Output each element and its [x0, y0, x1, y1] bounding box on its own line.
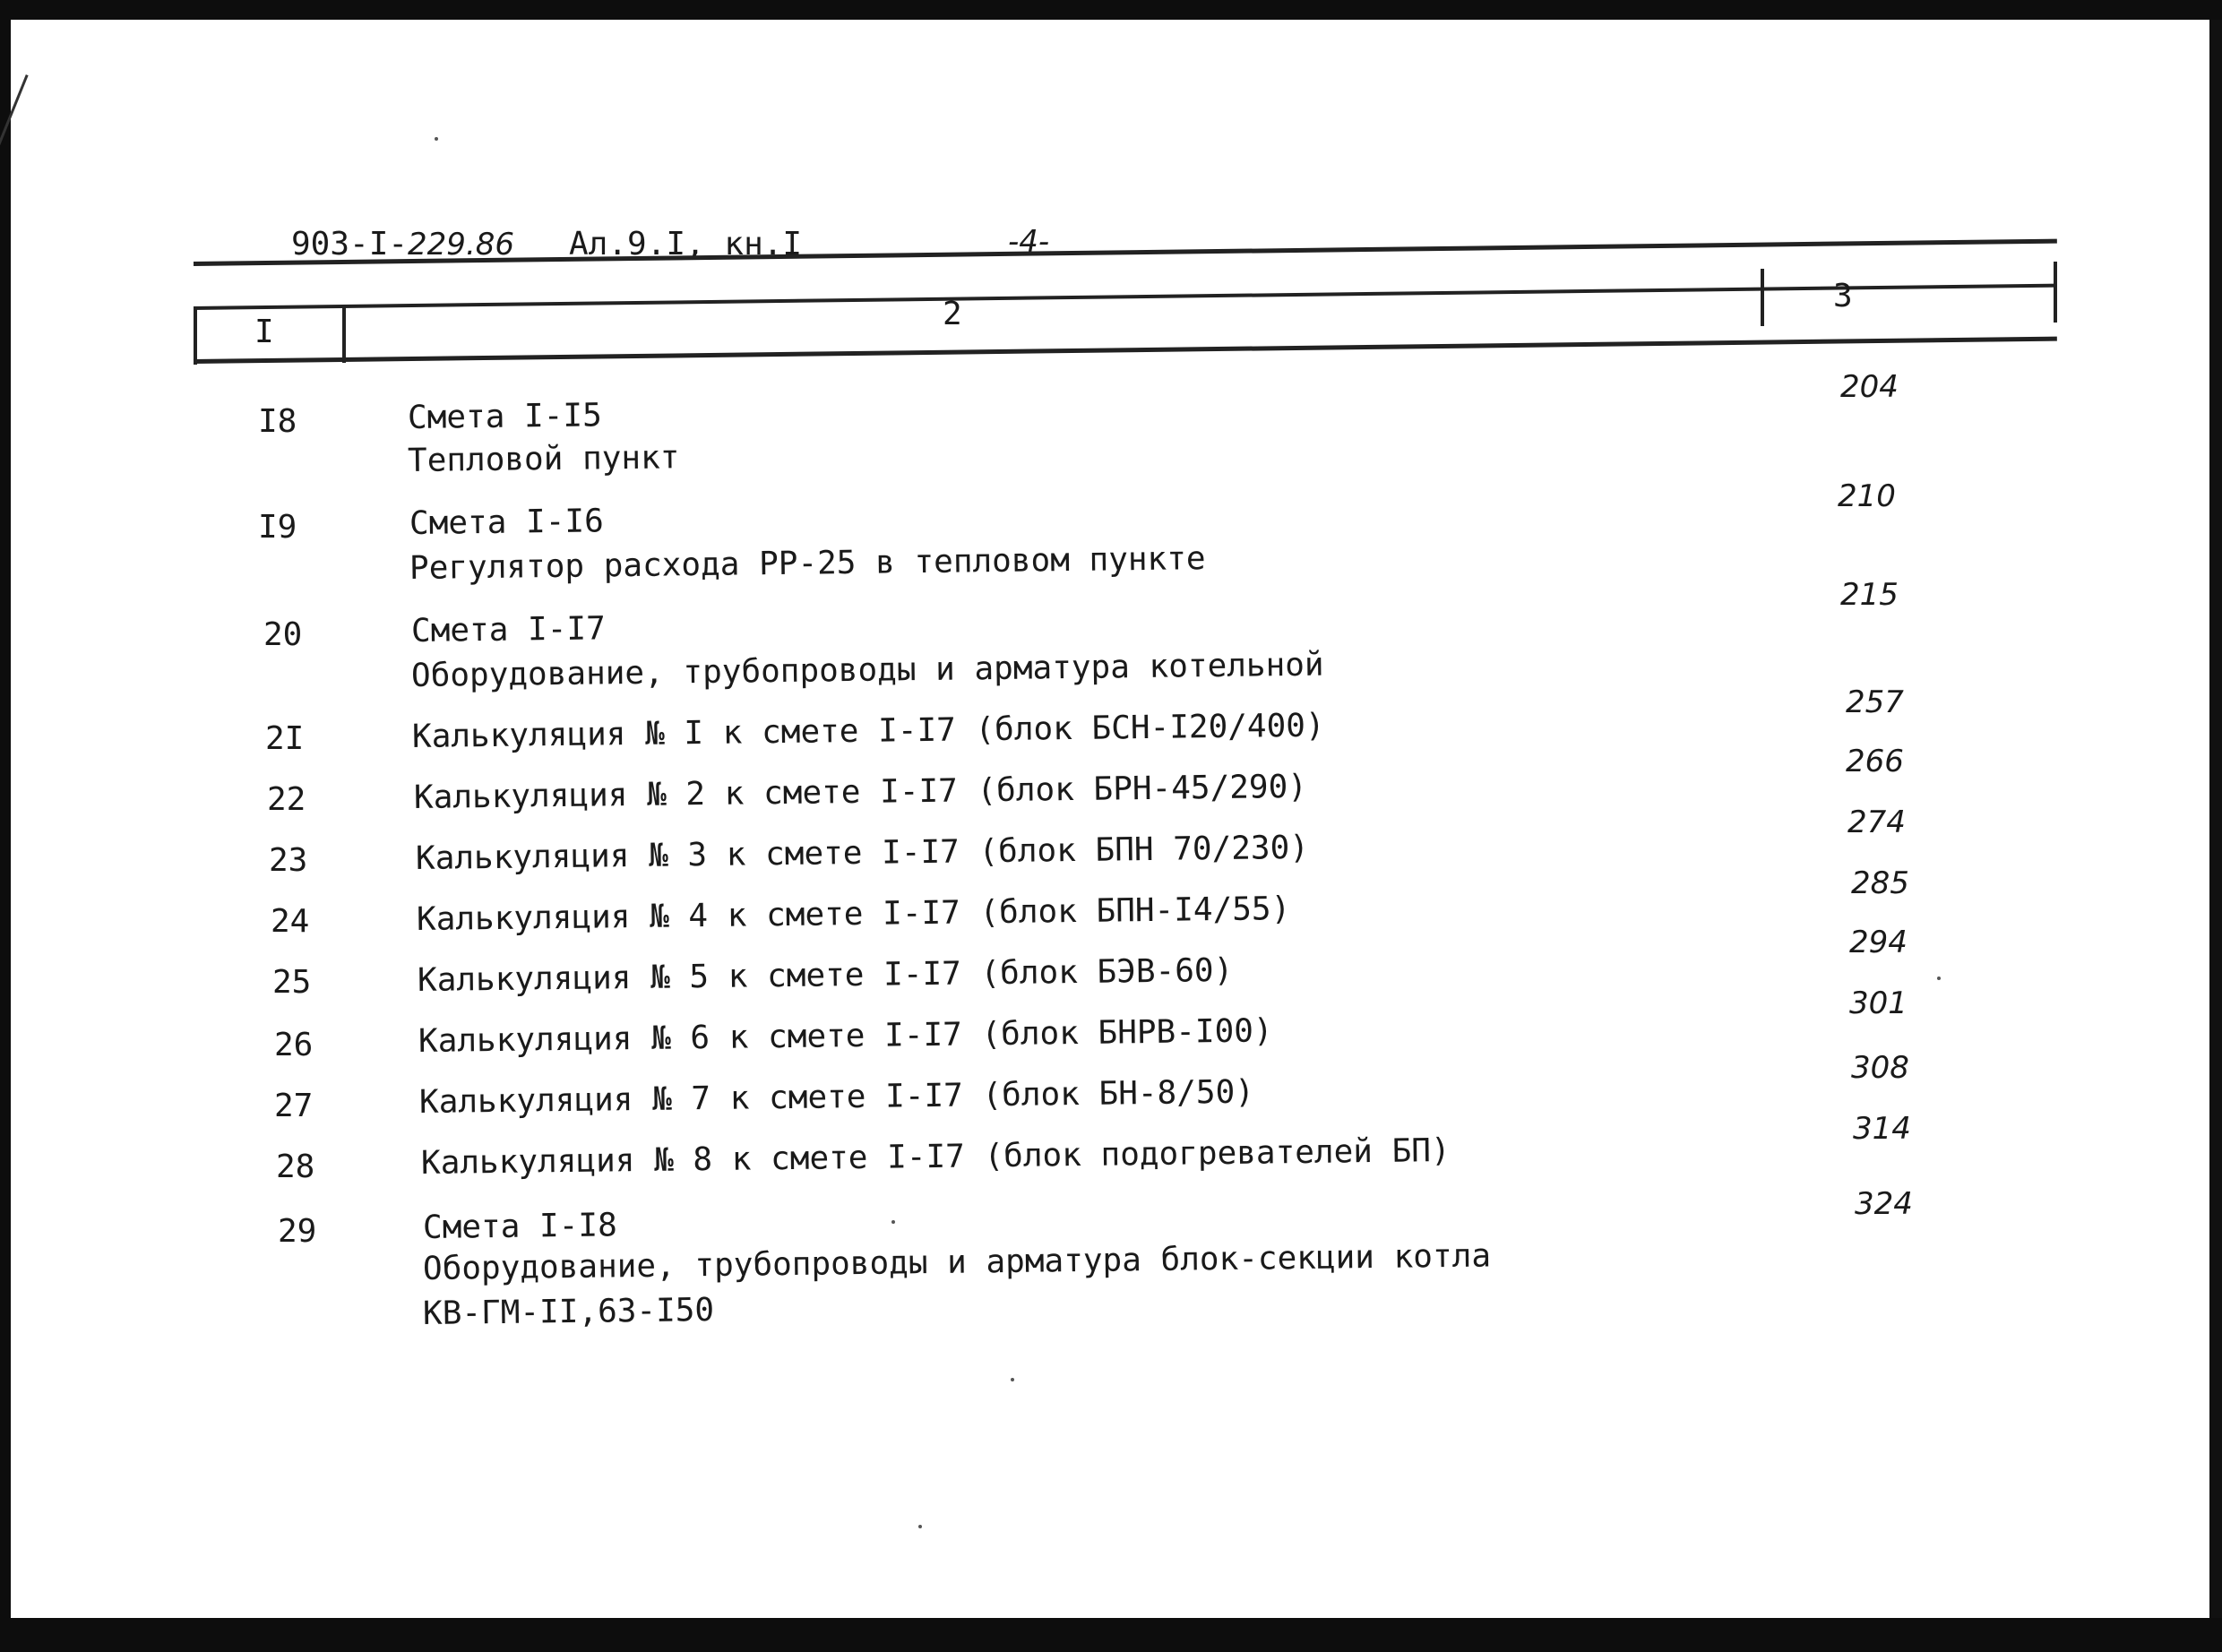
row-page-number: 324	[1855, 1186, 1913, 1222]
row-number: 24	[271, 903, 310, 940]
scan-speck	[1011, 1378, 1014, 1381]
row-number: I9	[258, 509, 297, 546]
row-page-number: 274	[1847, 804, 1906, 840]
row-description: Калькуляция № 5 к смете I-I7 (блок БЭВ-60)	[417, 951, 1234, 999]
row-page-number: 294	[1849, 925, 1908, 960]
scan-border-right	[2209, 20, 2222, 1618]
row-page-number: 215	[1840, 577, 1899, 613]
row-page-number: 285	[1851, 865, 1909, 901]
row-page-number: 314	[1853, 1111, 1911, 1147]
row-title: Смета I-I5	[407, 397, 602, 436]
row-description: Калькуляция № 3 к смете I-I7 (блок БПН 70/230)	[415, 829, 1310, 877]
scan-speck	[1937, 977, 1941, 980]
column-header-2: 2	[943, 296, 962, 332]
row-number: 2I	[265, 720, 305, 757]
table-header-left-border	[194, 309, 197, 365]
scan-speck	[891, 1220, 895, 1224]
row-description: Оборудование, трубопроводы и арматура блок-секции котла	[422, 1237, 1492, 1287]
table-header-divider-2	[1761, 269, 1764, 326]
table-header-divider-1	[342, 307, 346, 363]
row-number: 22	[267, 781, 306, 818]
row-number: 29	[278, 1213, 317, 1250]
row-description-continued: КВ-ГМ-II,63-I50	[422, 1292, 715, 1332]
row-description: Калькуляция № 4 к смете I-I7 (блок БПН-I4/55)	[416, 891, 1291, 938]
row-page-number: 301	[1849, 985, 1908, 1021]
row-number: 25	[272, 964, 312, 1001]
album-book: Ал.9.I, кн.I	[569, 226, 803, 262]
row-title: Смета I-I7	[410, 610, 606, 650]
row-description: Оборудование, трубопроводы и арматура котельной	[410, 646, 1324, 694]
row-description: Тепловой пункт	[407, 439, 680, 479]
row-page-number: 204	[1840, 369, 1899, 405]
column-header-3: 3	[1833, 278, 1853, 314]
scan-speck	[435, 137, 438, 141]
document-code	[291, 226, 514, 262]
row-number: 27	[274, 1088, 314, 1124]
row-description: Калькуляция № 8 к смете I-I7 (блок подогревателей БП)	[420, 1131, 1451, 1182]
scan-speck	[918, 1525, 922, 1528]
table-header-bottom-border	[194, 337, 2057, 364]
row-page-number: 210	[1838, 478, 1896, 514]
column-header-1: I	[254, 314, 274, 350]
page-marker: -4-	[1008, 224, 1050, 260]
row-number: 26	[274, 1027, 314, 1063]
scan-border-bottom	[0, 1618, 2222, 1652]
row-description: Калькуляция № 2 к смете I-I7 (блок БРН-45/290)	[413, 768, 1308, 816]
table-header-mid-border	[194, 284, 2057, 310]
row-page-number: 308	[1851, 1050, 1909, 1086]
table-header-right-border	[2054, 262, 2057, 323]
row-page-number: 266	[1846, 744, 1904, 779]
row-title: Смета I-I8	[422, 1207, 617, 1246]
row-number: I8	[258, 403, 297, 440]
document-code-typed: 903-I-	[291, 226, 409, 262]
row-number: 28	[276, 1149, 315, 1185]
row-description: Калькуляция № 7 к смете I-I7 (блок БН-8/50)	[418, 1073, 1255, 1121]
document-code-handwritten: 229.86	[408, 227, 515, 262]
row-page-number: 257	[1846, 684, 1904, 720]
row-number: 20	[263, 616, 303, 653]
row-title: Смета I-I6	[409, 503, 604, 542]
row-description: Регулятор расхода РР-25 в тепловом пункте	[409, 540, 1206, 587]
row-number: 23	[269, 842, 308, 879]
row-description: Калькуляция № 6 к смете I-I7 (блок БНРВ-I00)	[418, 1012, 1273, 1060]
scan-border-left	[0, 20, 11, 1618]
row-description: Калькуляция № I к смете I-I7 (блок БСН-I20/400)	[411, 707, 1325, 755]
scan-border-top	[0, 0, 2222, 20]
